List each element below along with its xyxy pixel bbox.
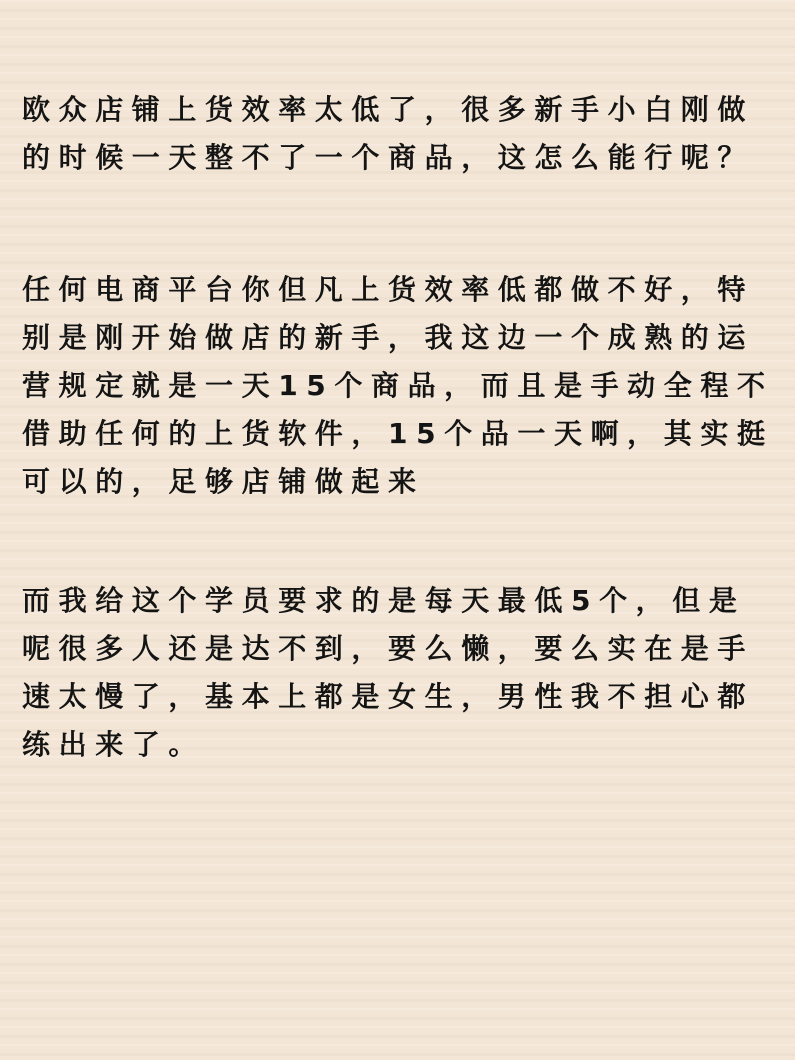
paragraph-2: 任何电商平台你但凡上货效率低都做不好，特别是刚开始做店的新手，我这边一个成熟的运营规定就是一天15个商品，而且是手动全程不借助任何的上货软件，15个品一天啊，其实挺可以的，足够店铺做起来	[22, 273, 774, 498]
paragraph-3: 而我给这个学员要求的是每天最低5个，但是呢很多人还是达不到，要么懒，要么实在是手速太慢了，基本上都是女生，男性我不担心都练出来了。	[22, 584, 755, 761]
paragraph-1: 欧众店铺上货效率太低了，很多新手小白刚做的时候一天整不了一个商品，这怎么能行呢？	[22, 93, 755, 174]
